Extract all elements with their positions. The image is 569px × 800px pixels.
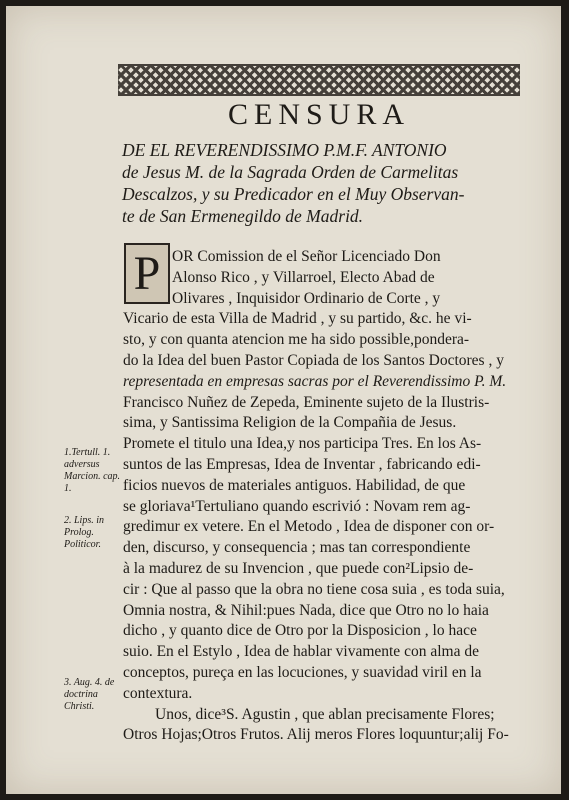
subtitle-line: DE EL REVERENDISSIMO P.M.F. ANTONIO	[122, 140, 447, 160]
decorative-headpiece	[118, 64, 520, 96]
body-line: gredimur ex vetere. En el Metodo , Idea de disponer con or-	[123, 518, 495, 536]
body-line: do la Idea del buen Pastor Copiada de los Santos Doctores , y	[123, 351, 504, 369]
subtitle	[122, 139, 522, 227]
body-line: Francisco Nuñez de Zepeda, Eminente sujeto de la Ilustris-	[123, 393, 490, 411]
drop-cap-initial: P	[124, 243, 170, 304]
body-line: contextura.	[123, 684, 193, 702]
body-line: sima, y Santissima Religion de la Compañia de Jesus.	[123, 414, 457, 432]
subtitle-line: te de San Ermenegildo de Madrid.	[122, 206, 364, 226]
body-line: Unos, dice³S. Agustin , que ablan precisamente Flores;	[155, 705, 495, 723]
book-page	[6, 6, 561, 794]
body-line: à la madurez de su Invencion , que puede con²Lipsio de-	[123, 559, 474, 577]
body-line: suio. En el Estylo , Idea de hablar vivamente con alma de	[123, 643, 479, 661]
body-line: dicho , y quanto dice de Otro por la Disposicion , lo hace	[123, 622, 477, 640]
margin-note: 1.Tertull. 1. adversus Marcion. cap. 1.	[64, 447, 121, 494]
subtitle-line: Descalzos, y su Predicador en el Muy Observan-	[122, 184, 465, 204]
body-line: Promete el titulo una Idea,y nos participa Tres. En los As-	[123, 435, 482, 453]
body-line: cir : Que al passo que la obra no tiene cosa suia , es toda suia,	[123, 580, 505, 598]
body-line: Vicario de esta Villa de Madrid , y su partido, &c. he vi-	[123, 310, 472, 328]
body-line: OR Comission de el Señor Licenciado Don	[172, 248, 441, 265]
body-text	[123, 247, 526, 746]
body-line: sto, y con quanta atencion me ha sido possible,pondera-	[123, 331, 470, 349]
body-line: den, discurso, y consequencia ; mas tan correspondiente	[123, 539, 471, 557]
body-line: conceptos, pureça en las locuciones, y suavidad viril en la	[123, 663, 482, 681]
subtitle-line: de Jesus M. de la Sagrada Orden de Carmelitas	[122, 162, 459, 182]
body-line: representada en empresas sacras por el Reverendissimo P. M.	[123, 372, 507, 390]
margin-note: 3. Aug. 4. de doctrina Christi.	[64, 677, 115, 712]
body-line: Omnia nostra, & Nihil:pues Nada, dice que Otro no lo haia	[123, 601, 489, 619]
body-line: ficios nuevos de materiales antiguos. Habilidad, de que	[123, 476, 466, 494]
body-line: se gloriava¹Tertuliano quando escrivió : Novam rem ag-	[123, 497, 471, 515]
body-line: Olivares , Inquisidor Ordinario de Corte , y	[172, 289, 441, 307]
page-title: CENSURA	[227, 98, 411, 131]
body-line: Otros Hojas;Otros Frutos. Alij meros Flores loquuntur;alij Fo-	[123, 726, 509, 744]
margin-note: 2. Lips. in Prolog. Politicor.	[64, 515, 105, 550]
body-line: Alonso Rico , y Villarroel, Electo Abad de	[172, 268, 435, 286]
body-line: suntos de las Empresas, Idea de Inventar , fabricando edi-	[123, 455, 481, 473]
